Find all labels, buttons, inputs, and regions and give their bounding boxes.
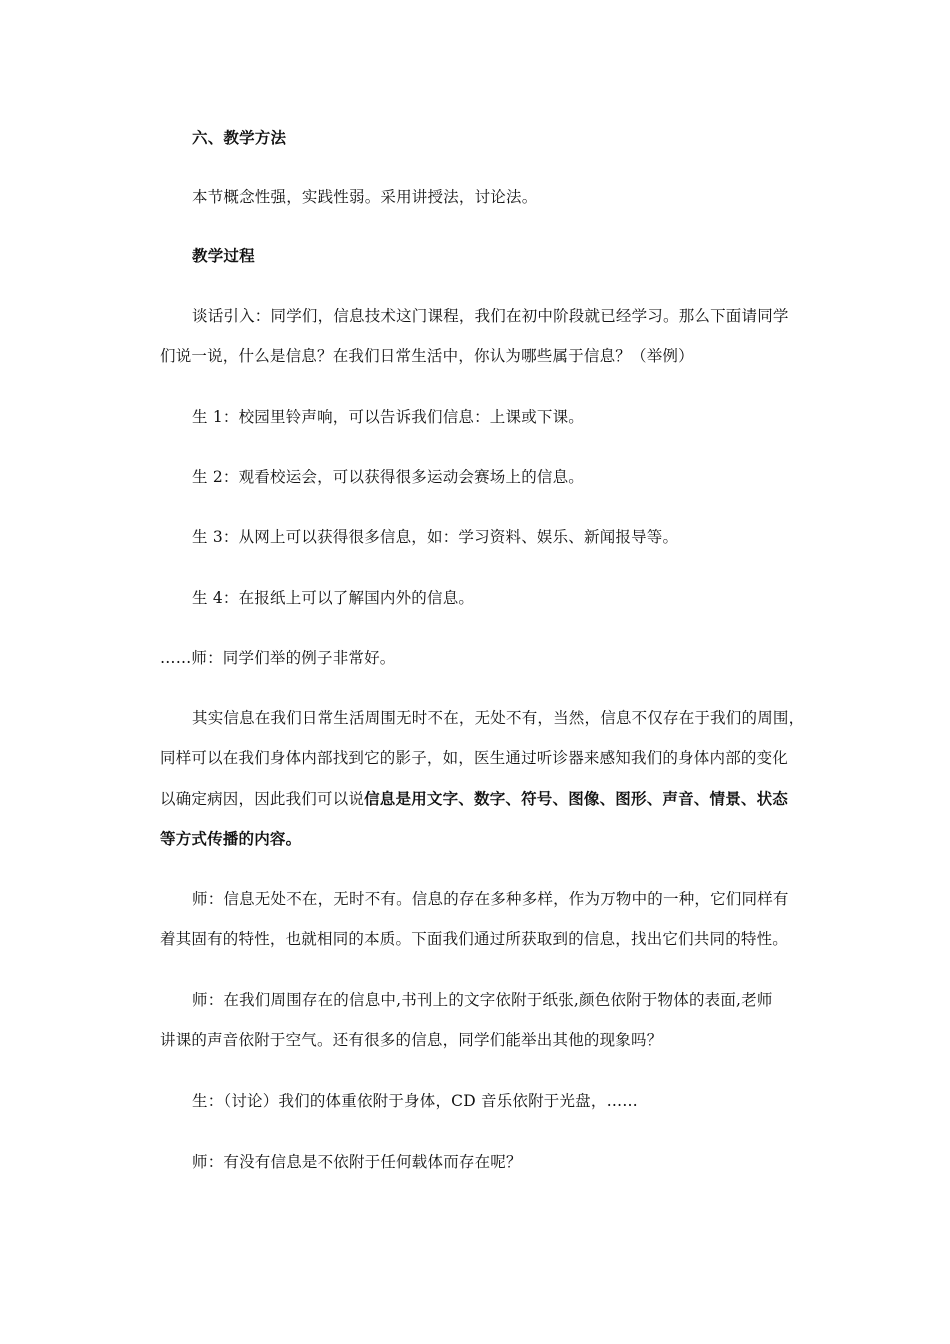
student-answer-3: 生 3：从网上可以获得很多信息，如：学习资料、娱乐、新闻报导等。 — [192, 528, 679, 546]
student-discussion: 生：（讨论）我们的体重依附于身体，CD 音乐依附于光盘，…… — [192, 1092, 638, 1110]
section-heading-process: 教学过程 — [192, 246, 255, 265]
student-answer-2: 生 2：观看校运会，可以获得很多运动会赛场上的信息。 — [192, 468, 584, 486]
info-definition-bold: 信息是用文字、数字、符号、图像、图形、声音、情景、状态 — [364, 789, 789, 808]
student-answer-4: 生 4：在报纸上可以了解国内外的信息。 — [192, 589, 475, 607]
info-paragraph-line-1: 其实信息在我们日常生活周围无时不在，无处不有，当然，信息不仅存在于我们的周围， — [192, 709, 805, 727]
student-answer-1: 生 1：校园里铃声响，可以告诉我们信息：上课或下课。 — [192, 408, 584, 426]
info-paragraph-line-2: 同样可以在我们身体内部找到它的影子，如，医生通过听诊器来感知我们的身体内部的变化 — [160, 749, 789, 767]
info-paragraph-line-3-normal: 以确定病因，因此我们可以说 — [160, 790, 365, 808]
teacher-praise: ……师：同学们举的例子非常好。 — [160, 649, 396, 667]
intro-paragraph-line-2: 们说一说，什么是信息？在我们日常生活中，你认为哪些属于信息？（举例） — [160, 347, 694, 365]
teacher-paragraph-2-line-2: 讲课的声音依附于空气。还有很多的信息，同学们能举出其他的现象吗？ — [160, 1031, 663, 1049]
teacher-paragraph-2-line-1: 师：在我们周围存在的信息中,书刊上的文字依附于纸张,颜色依附于物体的表面,老师 — [192, 991, 773, 1009]
teacher-paragraph-1-line-1: 师：信息无处不在，无时不有。信息的存在多种多样，作为万物中的一种，它们同样有 — [192, 890, 789, 908]
methods-paragraph: 本节概念性强，实践性弱。采用讲授法，讨论法。 — [192, 188, 538, 206]
info-definition-bold-end: 等方式传播的内容。 — [160, 829, 302, 848]
teacher-paragraph-1-line-2: 着其固有的特性，也就相同的本质。下面我们通过所获取到的信息，找出它们共同的特性。 — [160, 930, 789, 948]
intro-paragraph-line-1: 谈话引入：同学们，信息技术这门课程，我们在初中阶段就已经学习。那么下面请同学 — [192, 307, 789, 325]
section-heading-methods: 六、教学方法 — [192, 128, 287, 147]
info-paragraph-line-3 — [160, 789, 788, 809]
teacher-question: 师：有没有信息是不依附于任何载体而存在呢？ — [192, 1153, 522, 1171]
